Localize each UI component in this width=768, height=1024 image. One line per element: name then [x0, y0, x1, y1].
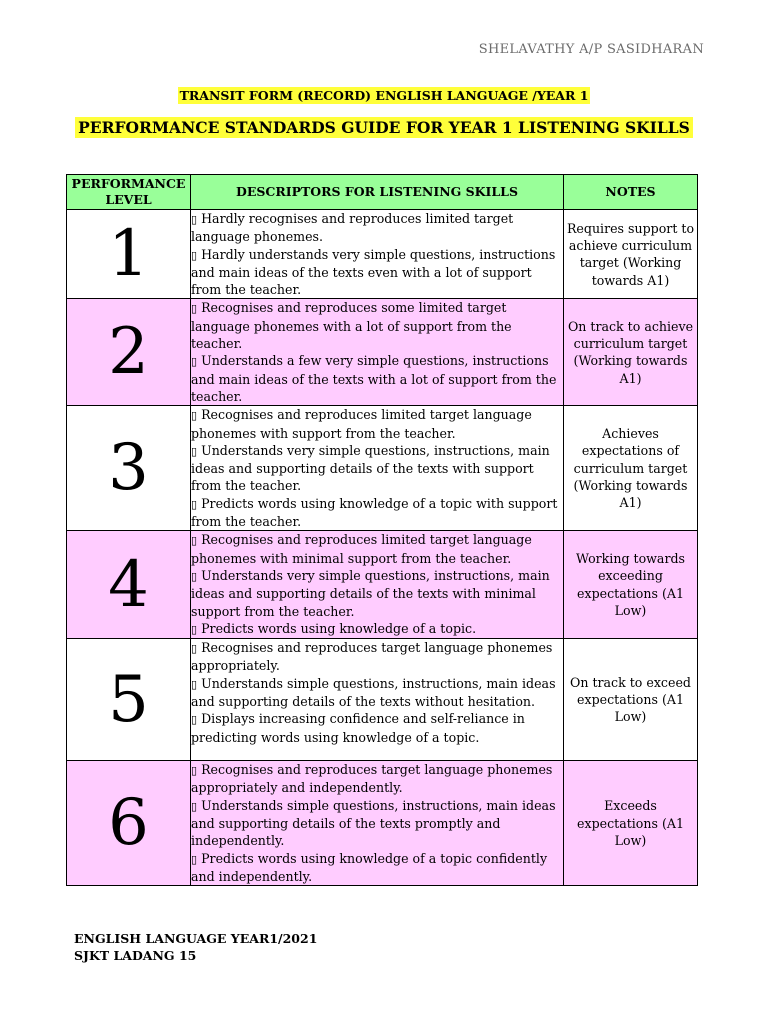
table-row — [67, 210, 698, 299]
bullet-box-icon: ▯ — [191, 713, 198, 727]
table-row — [67, 406, 698, 531]
descriptor-cell — [191, 299, 564, 406]
column-header-descriptors: DESCRIPTORS FOR LISTENING SKILLS — [191, 175, 564, 210]
performance-level-number: 1 — [67, 210, 191, 299]
performance-level-number: 2 — [67, 299, 191, 406]
performance-level-number: 3 — [67, 406, 191, 531]
bullet-box-icon: ▯ — [191, 355, 198, 369]
notes-cell: Working towards exceeding expectations (A1 Low) — [564, 531, 698, 639]
bullet-box-icon: ▯ — [191, 444, 198, 458]
descriptor-text: Displays increasing confidence and self-reliance in predicting words using knowledge of a topic. — [191, 711, 525, 745]
descriptor-text: Understands simple questions, instructions, main ideas and supporting details of the texts promptly and independently. — [191, 797, 556, 849]
table-row — [67, 531, 698, 639]
descriptor-text: Recognises and reproduces some limited target language phonemes with a lot of support from the teacher. — [191, 300, 512, 352]
descriptor-cell — [191, 639, 564, 761]
descriptor-cell — [191, 531, 564, 639]
bullet-box-icon: ▯ — [191, 569, 198, 583]
bullet-box-icon: ▯ — [191, 302, 198, 316]
descriptor-text: Understands very simple questions, instructions, main ideas and supporting details of the texts with minimal support from the teacher. — [191, 567, 550, 619]
descriptor-text: Predicts words using knowledge of a topic confidently and independently. — [191, 850, 548, 884]
footer-line-subject: ENGLISH LANGUAGE YEAR1/2021 — [74, 931, 318, 946]
descriptor-item — [191, 246, 563, 299]
descriptor-text: Understands very simple questions, instructions, main ideas and supporting details of the texts with support from the teacher. — [191, 442, 550, 494]
descriptor-item — [191, 761, 563, 797]
notes-cell: Requires support to achieve curriculum target (Working towards A1) — [564, 210, 698, 299]
bullet-box-icon: ▯ — [191, 677, 198, 691]
bullet-box-icon: ▯ — [191, 534, 198, 548]
bullet-box-icon: ▯ — [191, 409, 198, 423]
table-header-row — [67, 175, 698, 210]
table-row — [67, 639, 698, 761]
descriptor-text: Hardly recognises and reproduces limited target language phonemes. — [191, 211, 514, 245]
bullet-box-icon: ▯ — [191, 248, 198, 262]
table-row — [67, 299, 698, 406]
descriptor-item — [191, 299, 563, 352]
descriptor-text: Hardly understands very simple questions, instructions and main ideas of the texts even with a lot of support from the teacher. — [191, 246, 556, 298]
descriptor-text: Predicts words using knowledge of a topic. — [201, 620, 477, 636]
descriptor-item — [191, 850, 563, 886]
bullet-box-icon: ▯ — [191, 799, 198, 813]
performance-level-number: 5 — [67, 639, 191, 761]
notes-cell: Achieves expectations of curriculum target (Working towards A1) — [564, 406, 698, 531]
descriptor-item — [191, 675, 563, 711]
descriptor-text: Recognises and reproduces limited target language phonemes with minimal support from the teacher. — [191, 532, 532, 566]
descriptor-item — [191, 352, 563, 405]
performance-standards-table — [66, 174, 698, 886]
descriptor-text: Recognises and reproduces limited target language phonemes with support from the teacher. — [191, 407, 532, 441]
bullet-box-icon: ▯ — [191, 622, 198, 636]
guide-title — [0, 118, 768, 137]
table-row — [67, 761, 698, 886]
descriptor-item — [191, 406, 563, 442]
footer — [74, 930, 317, 964]
column-header-notes: NOTES — [564, 175, 698, 210]
performance-level-number: 6 — [67, 761, 191, 886]
descriptor-cell — [191, 210, 564, 299]
bullet-box-icon: ▯ — [191, 497, 198, 511]
notes-cell: On track to achieve curriculum target (Working towards A1) — [564, 299, 698, 406]
descriptor-item — [191, 495, 563, 531]
descriptor-item — [191, 620, 563, 638]
bullet-box-icon: ▯ — [191, 764, 198, 778]
descriptor-item — [191, 567, 563, 620]
descriptor-text: Predicts words using knowledge of a topic with support from the teacher. — [191, 495, 558, 530]
descriptor-item — [191, 442, 563, 495]
performance-level-number: 4 — [67, 531, 191, 639]
descriptor-item — [191, 710, 563, 746]
author-name: SHELAVATHY A/P SASIDHARAN — [478, 42, 704, 57]
bullet-box-icon: ▯ — [191, 642, 198, 656]
descriptor-item — [191, 639, 563, 675]
notes-cell: Exceeds expectations (A1 Low) — [564, 761, 698, 886]
descriptor-item — [191, 797, 563, 850]
form-title-text: TRANSIT FORM (RECORD) ENGLISH LANGUAGE /YEAR 1 — [179, 88, 589, 103]
descriptor-text: Understands a few very simple questions, instructions and main ideas of the texts with a lot of support from the teacher. — [191, 353, 557, 404]
guide-title-text: PERFORMANCE STANDARDS GUIDE FOR YEAR 1 LISTENING SKILLS — [75, 117, 693, 138]
column-header-level: PERFORMANCE LEVEL — [67, 175, 191, 210]
descriptor-text: Recognises and reproduces target language phonemes appropriately and independently. — [191, 762, 553, 796]
bullet-box-icon: ▯ — [191, 213, 198, 226]
bullet-box-icon: ▯ — [191, 852, 198, 866]
descriptor-cell — [191, 406, 564, 531]
descriptor-item — [191, 210, 563, 246]
descriptor-item — [191, 531, 563, 567]
descriptor-text: Recognises and reproduces target language phonemes appropriately. — [191, 640, 553, 674]
descriptor-text: Understands simple questions, instructions, main ideas and supporting details of the texts without hesitation. — [191, 675, 556, 710]
footer-line-school: SJKT LADANG 15 — [74, 948, 197, 963]
descriptor-cell — [191, 761, 564, 886]
form-title — [0, 85, 768, 104]
notes-cell: On track to exceed expectations (A1 Low) — [564, 639, 698, 761]
